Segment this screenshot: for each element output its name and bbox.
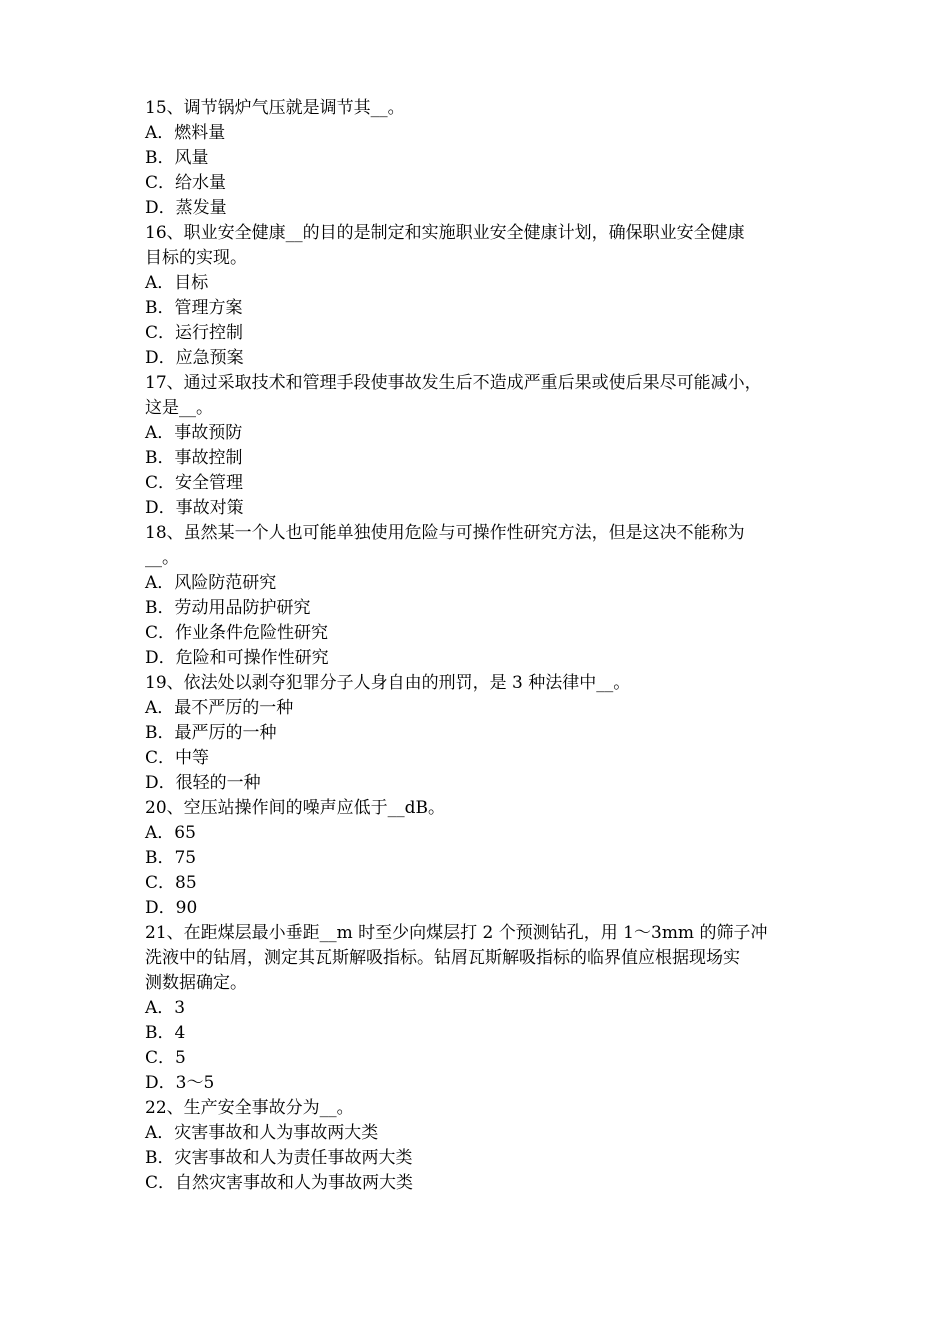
text-line: C．中等 [145, 748, 210, 768]
text-line: A．65 [145, 823, 196, 843]
text-line: C．给水量 [145, 173, 227, 193]
text-line: D．很轻的一种 [145, 773, 261, 793]
text-line: C．85 [145, 873, 197, 893]
text-line: D．应急预案 [145, 348, 244, 368]
text-line: 15、调节锅炉气压就是调节其__。 [145, 98, 405, 118]
text-line: A．3 [145, 998, 186, 1018]
text-line: A．目标 [145, 273, 209, 293]
text-line: D．蒸发量 [145, 198, 227, 218]
document-page [145, 96, 815, 1196]
text-line: D．事故对策 [145, 498, 244, 518]
text-line: 这是__。 [145, 398, 213, 418]
text-line: 目标的实现。 [145, 248, 247, 268]
text-line: 20、空压站操作间的噪声应低于__dB。 [145, 798, 446, 818]
text-line: 17、通过采取技术和管理手段使事故发生后不造成严重后果或使后果尽可能减小， [145, 373, 762, 393]
text-line: 洗液中的钻屑，测定其瓦斯解吸指标。钻屑瓦斯解吸指标的临界值应根据现场实 [145, 948, 740, 968]
text-line: 测数据确定。 [145, 973, 247, 993]
text-line: 21、在距煤层最小垂距__m 时至少向煤层打 2 个预测钻孔，用 1～3mm 的筛子冲 [145, 923, 768, 943]
text-line: B．灾害事故和人为责任事故两大类 [145, 1148, 413, 1168]
text-line: C．5 [145, 1048, 186, 1068]
text-line: C．运行控制 [145, 323, 244, 343]
text-line: C．自然灾害事故和人为事故两大类 [145, 1173, 414, 1193]
text-line: 22、生产安全事故分为__。 [145, 1098, 354, 1118]
text-line: 19、依法处以剥夺犯罪分子人身自由的刑罚，是 3 种法律中__。 [145, 673, 631, 693]
text-line: A．风险防范研究 [145, 573, 277, 593]
text-line: D．危险和可操作性研究 [145, 648, 329, 668]
text-line: B．劳动用品防护研究 [145, 598, 311, 618]
text-line: 16、职业安全健康__的目的是制定和实施职业安全健康计划，确保职业安全健康 [145, 223, 745, 243]
text-line: B．管理方案 [145, 298, 243, 318]
text-line: B．事故控制 [145, 448, 243, 468]
text-line: __。 [145, 548, 179, 568]
text-line: 18、虽然某一个人也可能单独使用危险与可操作性研究方法，但是这决不能称为 [145, 523, 745, 543]
text-line: A．事故预防 [145, 423, 243, 443]
text-line: C．作业条件危险性研究 [145, 623, 329, 643]
text-line: A．最不严厉的一种 [145, 698, 294, 718]
text-line: D．3～5 [145, 1073, 215, 1093]
text-line: C．安全管理 [145, 473, 244, 493]
text-line: B．最严厉的一种 [145, 723, 277, 743]
text-line: B．75 [145, 848, 197, 868]
text-line: B．风量 [145, 148, 209, 168]
text-line: B．4 [145, 1023, 186, 1043]
text-line: A．燃料量 [145, 123, 226, 143]
text-line: A．灾害事故和人为事故两大类 [145, 1123, 379, 1143]
text-line: D．90 [145, 898, 198, 918]
